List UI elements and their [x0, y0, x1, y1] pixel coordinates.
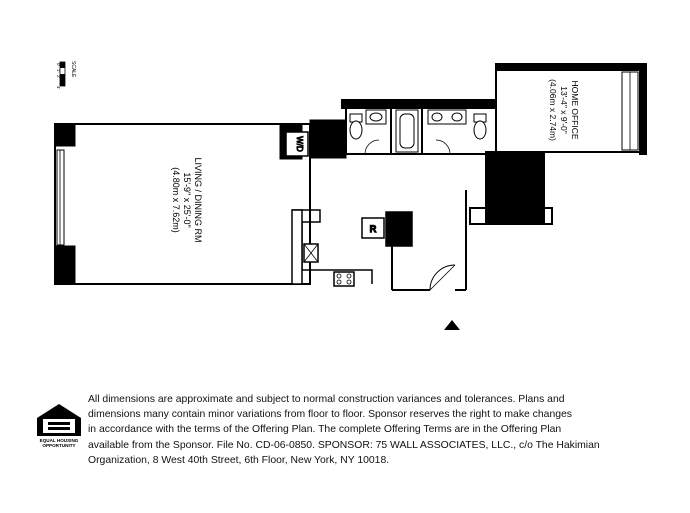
disclaimer-text [88, 392, 628, 468]
living-room-metric: (4.80m x 7.62m) [171, 167, 181, 233]
toilet [350, 114, 362, 139]
office-name: HOME OFFICE [570, 80, 580, 140]
scale-label: SCALE [70, 61, 76, 78]
disclaimer-line: available from the Sponsor. File No. CD-06-0850. SPONSOR: 75 WALL ASSOCIATES, LLC., c/o The Hakimian [88, 439, 600, 451]
bathrooms [342, 100, 496, 154]
refrigerator-label: R [369, 224, 377, 234]
disclaimer-line: dimensions many contain minor variations from floor to floor. Sponsor reserves the right to make changes [88, 409, 572, 421]
office-label [548, 79, 580, 141]
scale-tick: 0' [56, 63, 61, 67]
disclaimer-line: All dimensions are approximate and subject to normal construction variances and tolerances. Plans and [88, 394, 565, 405]
column [55, 124, 75, 146]
living-room-label [171, 157, 203, 242]
entry-arrow-icon [444, 320, 460, 330]
living-room-name: LIVING / DINING RM [193, 157, 203, 243]
office-imperial: 13'-4" x 9'-0" [559, 86, 569, 134]
equal-housing-text [36, 438, 82, 448]
sink [366, 110, 386, 124]
scale-tick: 4' [56, 86, 61, 90]
office-metric: (4.06m x 2.74m) [548, 79, 558, 141]
equal-housing-line2: OPPORTUNITY [42, 443, 76, 448]
sink [428, 110, 466, 124]
bathtub [396, 110, 418, 152]
living-room-imperial: 15'-9" x 25'-0" [182, 172, 192, 228]
window [57, 150, 64, 245]
scale-bar [56, 61, 76, 90]
washer-dryer-closet [286, 132, 308, 156]
disclaimer-line: Organization, 8 West 40th Street, 6th Floor, New York, NY 10018. [88, 454, 390, 466]
scale-tick: 1' [56, 69, 61, 73]
stove [334, 272, 354, 286]
equal-housing-line1: EQUAL HOUSING [39, 438, 79, 443]
disclaimer-line: in accordance with the terms of the Offering Plan. The complete Offering Terms are in the Offering Plan [88, 424, 562, 436]
toilet [474, 114, 486, 139]
scale-tick: 2' [56, 75, 61, 79]
wd-label: W/D [295, 136, 304, 152]
column [55, 246, 75, 284]
